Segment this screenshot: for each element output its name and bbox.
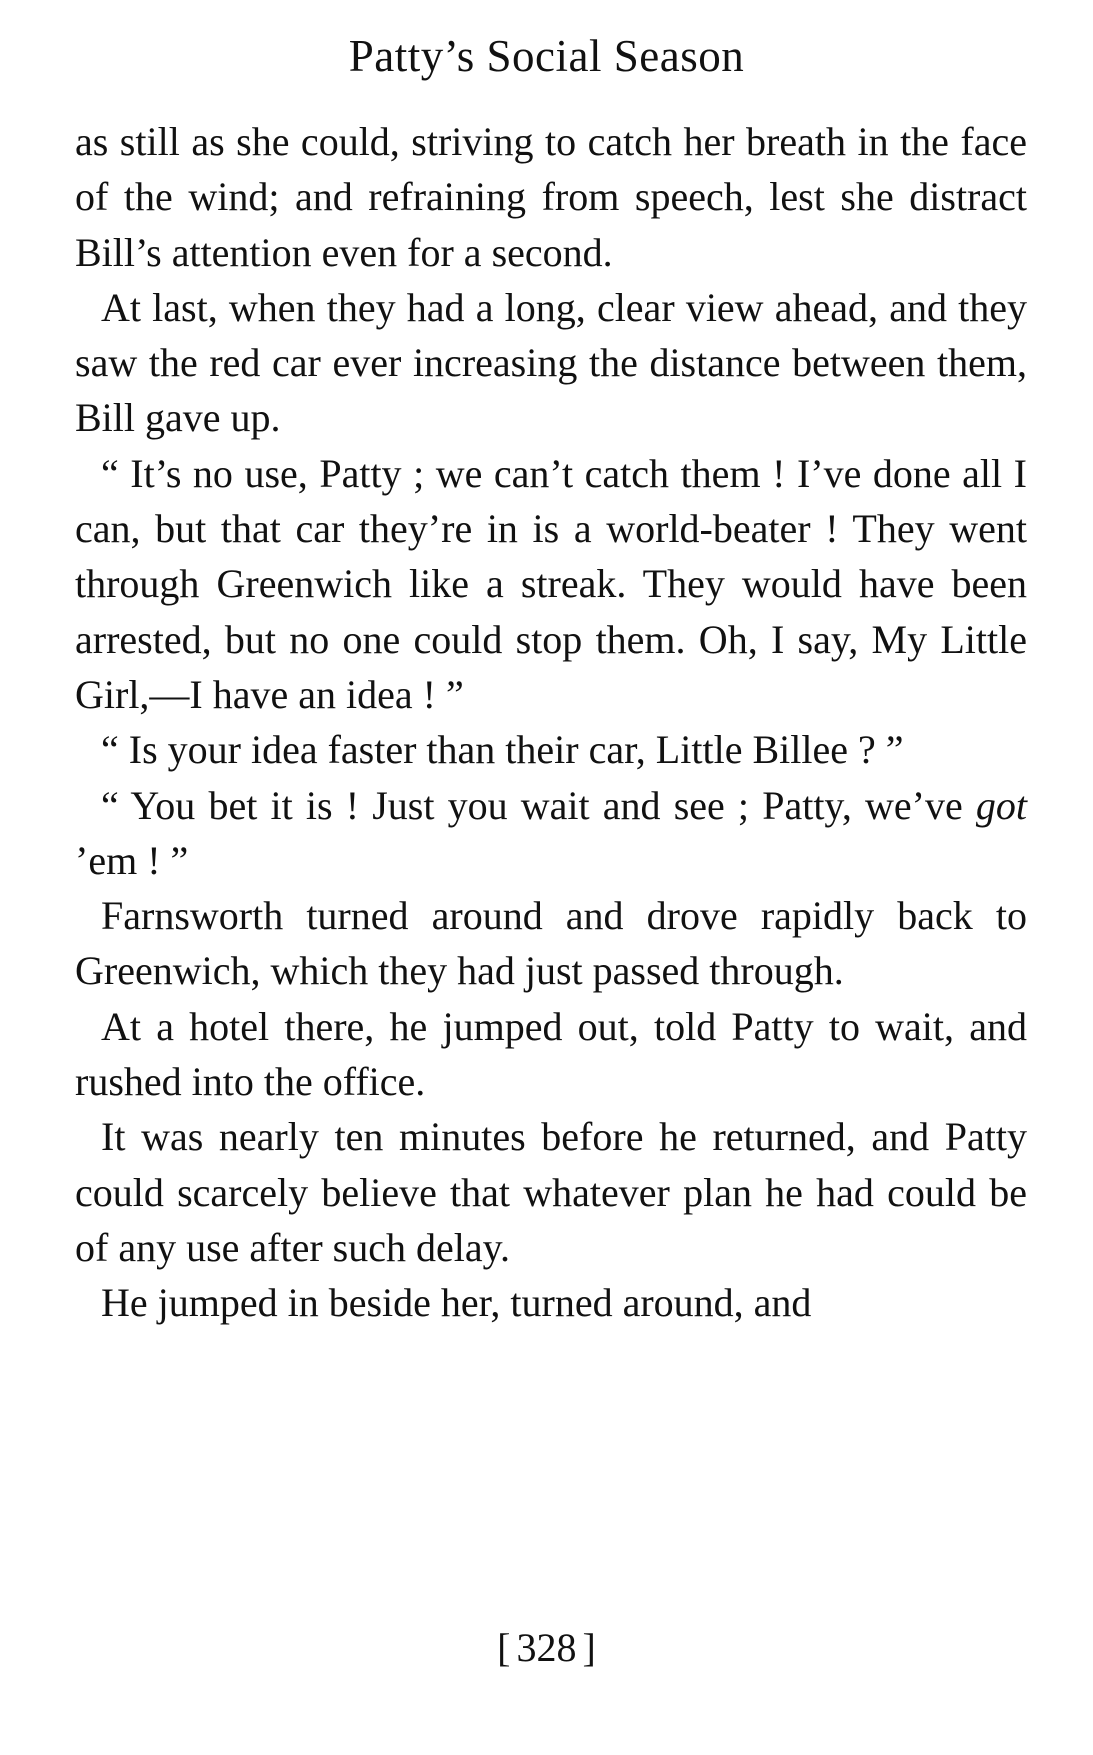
- page-number: [0, 1623, 1093, 1673]
- running-head: Patty’s Social Season: [348, 31, 745, 81]
- paragraph-you-bet: [75, 778, 1027, 889]
- paragraph-hotel: At a hotel there, he jumped out, told Patty to wait, and rushed into the office.: [75, 1003, 1027, 1105]
- paragraph-jumped-in: He jumped in beside her, turned around, and: [101, 1280, 812, 1326]
- paragraph-bill-gives-up: At last, when they had a long, clear view ahead, and they saw the red car ever increasing the distance between them, Bill gave up.: [75, 284, 1027, 441]
- paragraph-farnsworth-drives: Farnsworth turned around and drove rapidly back to Greenwich, which they had just passed through.: [75, 893, 1027, 994]
- folio-open-bracket: [: [497, 1625, 511, 1670]
- paragraph-you-bet-end: ’em ! ”: [75, 837, 189, 883]
- emphasis-got: got: [975, 782, 1027, 828]
- body-text: [75, 114, 1027, 1331]
- paragraph-ten-minutes: It was nearly ten minutes before he returned, and Patty could scarcely believe that whatever plan he had could be of any use after such delay.: [75, 1114, 1027, 1270]
- paragraph-continued: as still as she could, striving to catch her breath in the face of the wind; and refraining from speech, lest she distract Bill’s attention even for a second.: [75, 119, 1027, 275]
- paragraph-you-bet-start: “ You bet it is ! Just you wait and see ; Patty, we’ve: [101, 782, 976, 828]
- folio-close-bracket: ]: [582, 1625, 596, 1670]
- paragraph-bill-dialogue: “ It’s no use, Patty ; we can’t catch them ! I’ve done all I can, but that car they’re in is a world-beater ! They went through Greenwich like a streak. They would have been arrested, but no one could stop them. Oh, I say, My Little Girl,—I have an idea ! ”: [75, 450, 1027, 717]
- paragraph-patty-question: “ Is your idea faster than their car, Little Billee ? ”: [101, 727, 904, 773]
- folio-number: 328: [516, 1625, 577, 1670]
